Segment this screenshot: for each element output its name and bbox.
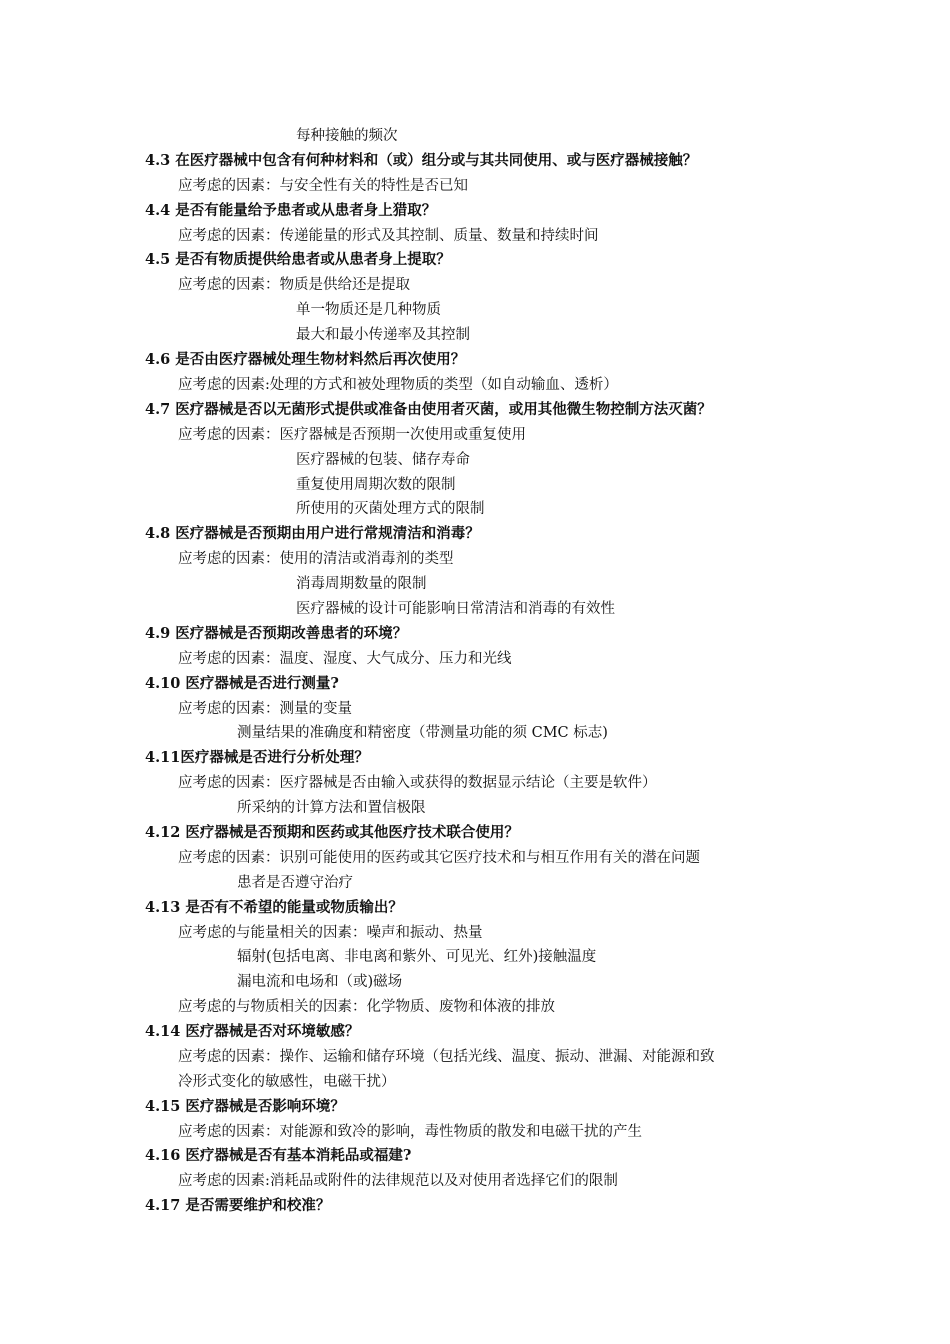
text-line: 重复使用周期次数的限制	[296, 477, 456, 493]
section-heading: 4.13 是否有不希望的能量或物质输出？	[145, 899, 403, 916]
text-line: 应考虑的与物质相关的因素：化学物质、废物和体液的排放	[178, 999, 555, 1015]
text-line: 冷形式变化的敏感性，电磁干扰）	[178, 1074, 396, 1090]
section-heading: 4.12 医疗器械是否预期和医药或其他医疗技术联合使用？	[145, 824, 519, 841]
section-heading: 4.7 医疗器械是否以无菌形式提供或准备由使用者灭菌，或用其他微生物控制方法灭菌？	[145, 401, 712, 418]
text-line: 患者是否遵守治疗	[237, 875, 353, 891]
text-line: 应考虑的因素:处理的方式和被处理物质的类型（如自动输血、透析）	[178, 377, 618, 393]
section-heading: 4.9 医疗器械是否预期改善患者的环境？	[145, 625, 408, 642]
section-heading: 4.14 医疗器械是否对环境敏感？	[145, 1023, 360, 1040]
text-line: 应考虑的因素：医疗器械是否由输入或获得的数据显示结论（主要是软件）	[178, 775, 657, 791]
text-line: 所使用的灭菌处理方式的限制	[296, 501, 485, 517]
text-line: 应考虑的因素:消耗品或附件的法律规范以及对使用者选择它们的限制	[178, 1173, 618, 1189]
text-line: 消毒周期数量的限制	[296, 576, 427, 592]
section-heading: 4.8 医疗器械是否预期由用户进行常规清洁和消毒？	[145, 525, 480, 542]
text-line: 医疗器械的包装、储存寿命	[296, 452, 470, 468]
text-line: 应考虑的因素：使用的清洁或消毒剂的类型	[178, 551, 454, 567]
text-line: 应考虑的与能量相关的因素：噪声和振动、热量	[178, 925, 483, 941]
section-heading: 4.15 医疗器械是否影响环境？	[145, 1098, 345, 1115]
text-line: 所采纳的计算方法和置信极限	[237, 800, 426, 816]
text-line: 应考虑的因素：传递能量的形式及其控制、质量、数量和持续时间	[178, 228, 599, 244]
section-heading: 4.17 是否需要维护和校准？	[145, 1197, 331, 1214]
text-line: 每种接触的频次	[296, 128, 398, 144]
text-line: 最大和最小传递率及其控制	[296, 327, 470, 343]
text-line: 应考虑的因素：温度、湿度、大气成分、压力和光线	[178, 651, 512, 667]
text-line: 应考虑的因素：物质是供给还是提取	[178, 277, 410, 293]
section-heading: 4.11医疗器械是否进行分析处理？	[145, 749, 369, 766]
text-line: 辐射(包括电离、非电离和紫外、可见光、红外)接触温度	[237, 949, 597, 965]
section-heading: 4.5 是否有物质提供给患者或从患者身上提取？	[145, 251, 451, 268]
text-line: 应考虑的因素：与安全性有关的特性是否已知	[178, 178, 468, 194]
section-heading: 4.10 医疗器械是否进行测量?	[145, 675, 339, 692]
section-heading: 4.3 在医疗器械中包含有何种材料和（或）组分或与其共同使用、或与医疗器械接触？	[145, 152, 698, 169]
section-heading: 4.16 医疗器械是否有基本消耗品或福建?	[145, 1147, 412, 1164]
text-line: 医疗器械的设计可能影响日常清洁和消毒的有效性	[296, 601, 615, 617]
text-line: 单一物质还是几种物质	[296, 302, 441, 318]
text-line: 应考虑的因素：操作、运输和储存环境（包括光线、温度、振动、泄漏、对能源和致	[178, 1049, 715, 1065]
text-line: 应考虑的因素：测量的变量	[178, 701, 352, 717]
text-line: 应考虑的因素：识别可能使用的医药或其它医疗技术和与相互作用有关的潜在问题	[178, 850, 700, 866]
text-line: 漏电流和电场和（或)磁场	[237, 974, 403, 990]
text-line: 测量结果的准确度和精密度（带测量功能的须 CMC 标志)	[237, 725, 608, 741]
text-line: 应考虑的因素：医疗器械是否预期一次使用或重复使用	[178, 427, 526, 443]
section-heading: 4.4 是否有能量给予患者或从患者身上猎取？	[145, 202, 437, 219]
text-line: 应考虑的因素：对能源和致冷的影响，毒性物质的散发和电磁干扰的产生	[178, 1124, 642, 1140]
section-heading: 4.6 是否由医疗器械处理生物材料然后再次使用？	[145, 351, 466, 368]
